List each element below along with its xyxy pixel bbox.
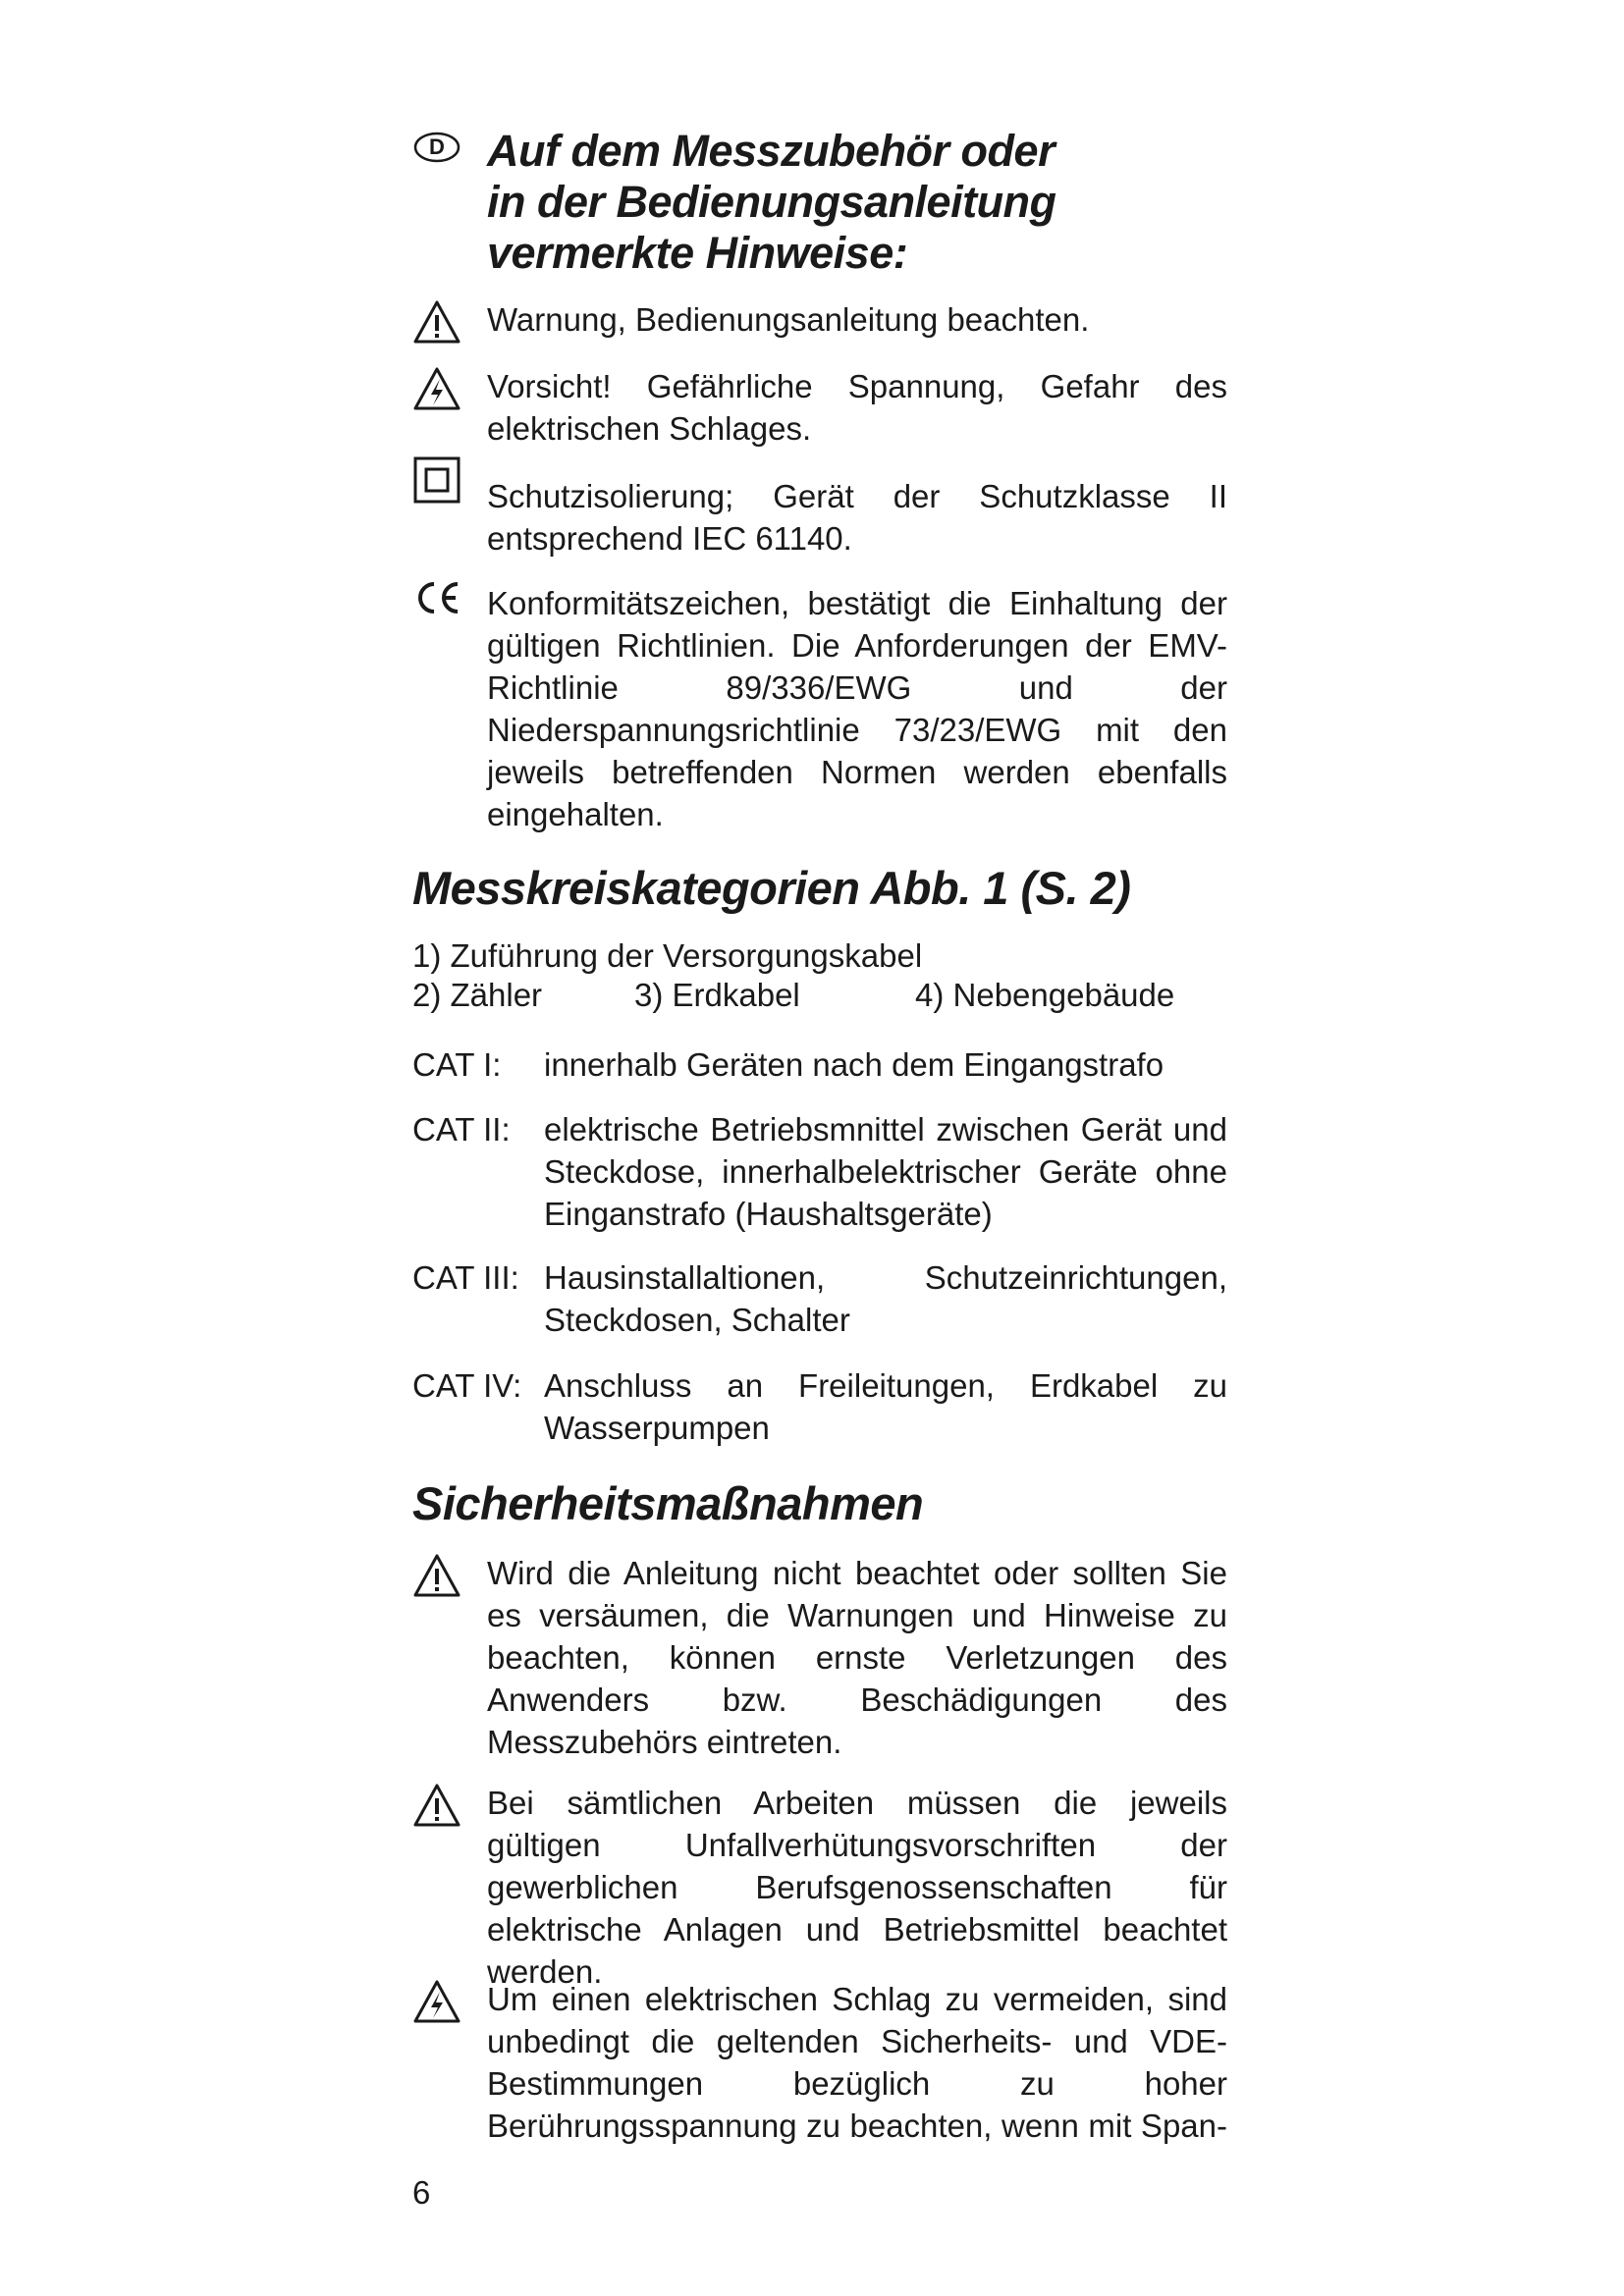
safety-item-2: Bei sämtlichen Arbeiten müssen die jeweils gültigen Unfallverhütungsvorschriften der gewerblichen Berufsgenossenschaften für elektrische Anlagen und Betriebsmittel beachtet werden. — [412, 1782, 1227, 1993]
legend-item: 3) Erdkabel — [634, 977, 800, 1013]
page-title: Auf dem Messzubehör oder in der Bedienungsanleitung vermerkte Hinweise: — [487, 126, 1056, 278]
symbol-item-warning: Warnung, Bedienungsanleitung beachten. — [412, 298, 1227, 341]
category-cat-2 — [412, 1108, 1227, 1235]
high-voltage-triangle-icon — [412, 365, 467, 420]
category-label: CAT I: — [412, 1046, 502, 1083]
category-text: innerhalb Geräten nach dem Eingangstrafo — [544, 1046, 1164, 1083]
category-cat-4 — [412, 1364, 1227, 1449]
ce-mark-icon — [412, 578, 467, 633]
category-text: Anschluss an Freileitungen, Erdkabel zu Wasserpumpen — [544, 1367, 1227, 1446]
double-insulation-icon — [412, 455, 467, 510]
symbol-item-ce: Konformitätszeichen, bestätigt die Einhaltung der gültigen Richtlinien. Die Anforderungen der EMV-Richtlinie 89/336/EWG und der Niederspannungsrichtlinie 73/23/EWG mit den jeweils betreffenden Normen werden ebenfalls eingehalten. — [412, 582, 1227, 835]
category-label: CAT II: — [412, 1111, 511, 1148]
category-label: CAT III: — [412, 1259, 519, 1296]
safety-item-3: Um einen elektrischen Schlag zu vermeiden, sind unbedingt die geltenden Sicherheits- und VDE-Bestimmungen bezüglich zu hoher Berührungsspannung zu beachten, wenn mit Span- — [412, 1978, 1227, 2147]
legend-line-1: 1) Zuführung der Versorgungskabel — [412, 937, 923, 974]
symbol-item-insulation: Schutzisolierung; Gerät der Schutzklasse II entsprechend IEC 61140. — [412, 475, 1227, 560]
category-text: Hausinstallaltionen, Schutzeinrichtungen, Steckdosen, Schalter — [544, 1259, 1227, 1338]
warning-triangle-icon — [412, 298, 467, 353]
category-cat-1 — [412, 1043, 1227, 1086]
page-number: 6 — [412, 2174, 431, 2211]
section-title-safety: Sicherheitsmaßnahmen — [412, 1477, 924, 1529]
category-label: CAT IV: — [412, 1367, 522, 1404]
category-cat-3 — [412, 1256, 1227, 1341]
legend-item: 2) Zähler — [412, 977, 543, 1013]
warning-triangle-icon — [412, 1552, 467, 1607]
warning-triangle-icon — [412, 1782, 467, 1837]
high-voltage-triangle-icon — [412, 1978, 467, 2033]
legend-line-2 — [412, 974, 1227, 1016]
safety-item-1: Wird die Anleitung nicht beachtet oder sollten Sie es versäumen, die Warnungen und Hinweise zu beachten, können ernste Verletzungen des Anwenders bzw. Beschädigungen des Messzubehörs eintreten. — [412, 1552, 1227, 1763]
section-title-categories: Messkreiskategorien Abb. 1 (S. 2) — [412, 862, 1131, 914]
country-badge: D — [412, 130, 461, 165]
symbol-item-voltage: Vorsicht! Gefährliche Spannung, Gefahr des elektrischen Schlages. — [412, 365, 1227, 450]
category-text: elektrische Betriebsmnittel zwischen Gerät und Steckdose, innerhalbelektrischer Geräte ohne Einganstrafo (Haushaltsgeräte) — [544, 1111, 1227, 1232]
legend-item: 4) Nebengebäude — [915, 977, 1175, 1013]
